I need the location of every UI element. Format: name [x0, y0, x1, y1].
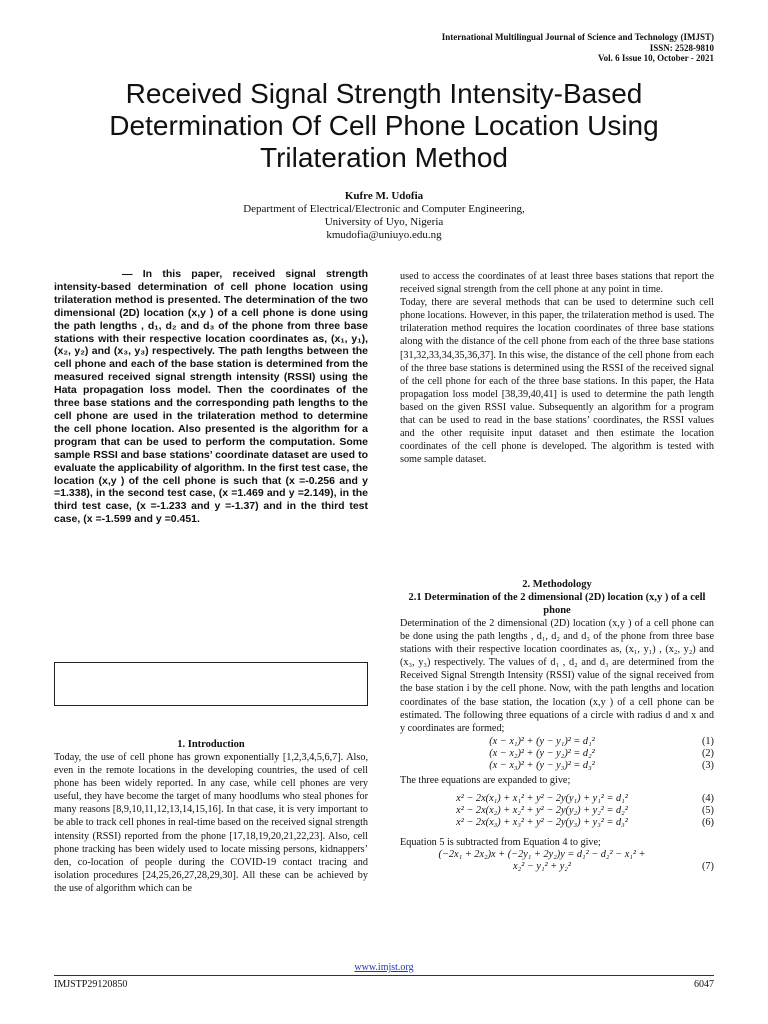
journal-url-link[interactable]: www.imjst.org [354, 962, 414, 973]
methodology-heading: 2. Methodology [522, 579, 592, 590]
author-university: University of Uyo, Nigeria [324, 216, 444, 228]
right-para-2: Today, there are several methods that can be used to determine such cell phone locations. However, in this paper, the trilateration method is used. The trilateration method requires the location coordinates of three base stations along with the distance of the cell phone from each of the three base stations [31,32,33,34,35,36,37]. In this wise, the distance of the cell phone from each of the three base stations is determined using the RSSI of the received signal of the cell phone for each of the three base stations. In this paper, the Hata propagation loss model [38,39,40,41] is used to determine the path length based on the given RSSI value. Subsequently an algorithm for a program that can be used to read in the base stations’ coordinates, the RSSI values and the other requisite input dataset and then estimate the location coordinates of the cell phone is developed. The algorithm is tested with some sample dataset. [400, 297, 714, 466]
equation-row [400, 760, 714, 772]
equation-number: (5) [701, 805, 714, 817]
journal-name: International Multilingual Journal of Science and Technology (IMJST) [441, 32, 714, 42]
author-department: Department of Electrical/Electronic and Computer Engineering, [243, 203, 525, 215]
methodology-text-2: The three equations are expanded to give; [400, 774, 571, 786]
methodology-text-1: Determination of the 2 dimensional (2D) location (x,y ) of a cell phone can be done using the path lengths , d₁, d₂ and d₃ of the phone from three base stations with their respective location coordinates as, (x₁, y₁) , (x₂, y₂) and (x₃, y₃) respectively. The values of d₁ , d₂ and d₃ are determined from the Received Signal Strength Intensity (RSSI) value of the signal received from the base station i by the cell phone. Now, with the path lengths and location coordinates of the base station, the location (x,y ) of a cell phone can be estimated. The following three equations of a circle with radius d and x and y coordinates are formed; [400, 618, 714, 734]
equation-row [400, 849, 714, 861]
equation-number: (3) [701, 760, 714, 772]
right-column-text [400, 270, 714, 466]
footer-divider [54, 975, 714, 976]
introduction-text: Today, the use of cell phone has grown exponentially [1,2,3,4,5,6,7]. Also, even in the remote locations in the developing countries, the used of cell phone has been widely reported. In any case, while cell phones are very useful, they have become the target of many hoodlums who steal phones for many reasons [8,9,10,11,12,13,14,15,16]. In that case, it is very important to be able to track cell phones in real-time based on the received signal strength intensity (RSSI) reported from the phone [17,18,19,20,21,22,23]. Also, cell phone tracking has been widely used to locate missing persons, kidnappers’ den, co-location of people during the COVID-19 contact tracing and isolation procedures [24,25,26,27,28,29,30]. All these can be achieved by the use of algorithm which can be [54, 752, 368, 894]
equation: (−2x₁ + 2x₂)x + (−2y₁ + 2y₂)y = d₁² − d₂² − x₁² + [438, 848, 646, 860]
equation-group-1 [400, 736, 714, 773]
journal-header [294, 32, 714, 64]
equation-row [400, 861, 714, 873]
journal-issn: ISSN: 2528-9810 [649, 42, 714, 53]
equation-number: (1) [701, 735, 714, 747]
equation: x² − 2x(x₁) + x₁² + y² − 2y(y₁) + y₁² = d₁² [456, 792, 628, 804]
methodology-text-3: Equation 5 is subtracted from Equation 4 to give; [400, 836, 601, 848]
right-para-1: used to access the coordinates of at least three bases stations that report the received signal strength from the cell phone at any point in time. [400, 271, 714, 296]
page-number: 6047 [694, 979, 714, 990]
equation-row [400, 748, 714, 760]
equation-row [400, 817, 714, 829]
keywords-box [54, 662, 368, 706]
author-email: kmudofia@uniuyo.edu.ng [326, 229, 442, 241]
equation-number: (2) [701, 748, 714, 760]
equation-row [400, 736, 714, 748]
equation-row [400, 793, 714, 805]
equation-number: (6) [701, 817, 714, 829]
equation: x² − 2x(x₂) + x₂² + y² − 2y(y₂) + y₂² = d₂² [456, 805, 628, 817]
abstract-text: — In this paper, received signal strength intensity-based determination of cell phone location using trilateration method is presented. The determination of the two dimensional (2D) location (x,y ) of a cell phone is done using the path lengths , d₁, d₂ and d₃ of the phone from three base stations with their respective location coordinates as, (x₁, y₁), (x₂, y₂) and (x₃, y₃) respectively. The path lengths between the cell phone and each of the base station is determined from the measured received signal strength intensity (RSSI) using the Hata propagation loss model. Then the coordinates of the three base stations and the corresponding path lengths to the cell phone are used in the trilateration method to determine the cell phone location. Also presented is the algorithm for a program that can be used to perform the computation. Some sample RSSI and base stations’ coordinate dataset are used to evaluate the applicability of algorithm. In the first test case, the location (x,y ) of the cell phone is such that (x =-0.256 and y =1.338), in the second test case, (x =1.469 and y =2.149), in the third test case, (x =-1.233 and y =-1.37) and in the third test case, (x =-1.599 and y =0.451. [54, 268, 368, 526]
equation-row [400, 805, 714, 817]
equation: (x − x₁)² + (y − y₁)² = d₁² [489, 735, 595, 747]
paper-id: IMJSTP29120850 [54, 979, 128, 990]
introduction-section [54, 738, 368, 895]
methodology-section [400, 578, 714, 873]
equation-number: (4) [701, 792, 714, 804]
author-name: Kufre M. Udofia [344, 190, 424, 202]
abstract-column [54, 268, 368, 526]
equation: (x − x₃)² + (y − y₃)² = d₃² [489, 760, 595, 772]
paper-title: Received Signal Strength Intensity-Based Determination Of Cell Phone Location Using Trilateration Method [109, 78, 659, 173]
equation-group-2 [400, 793, 714, 830]
introduction-heading: 1. Introduction [177, 739, 245, 750]
author-block [150, 190, 618, 242]
equation: x₂² − y₁² + y₂² [513, 861, 571, 873]
methodology-subheading: 2.1 Determination of the 2 dimensional (2D) location (x,y ) of a cell phone [408, 592, 706, 616]
equation-number: (7) [701, 861, 714, 873]
equation: x² − 2x(x₃) + x₃² + y² − 2y(y₃) + y₃² = d₃² [456, 817, 628, 829]
equation: (x − x₂)² + (y − y₂)² = d₂² [489, 748, 595, 760]
journal-volume: Vol. 6 Issue 10, October - 2021 [597, 53, 714, 63]
